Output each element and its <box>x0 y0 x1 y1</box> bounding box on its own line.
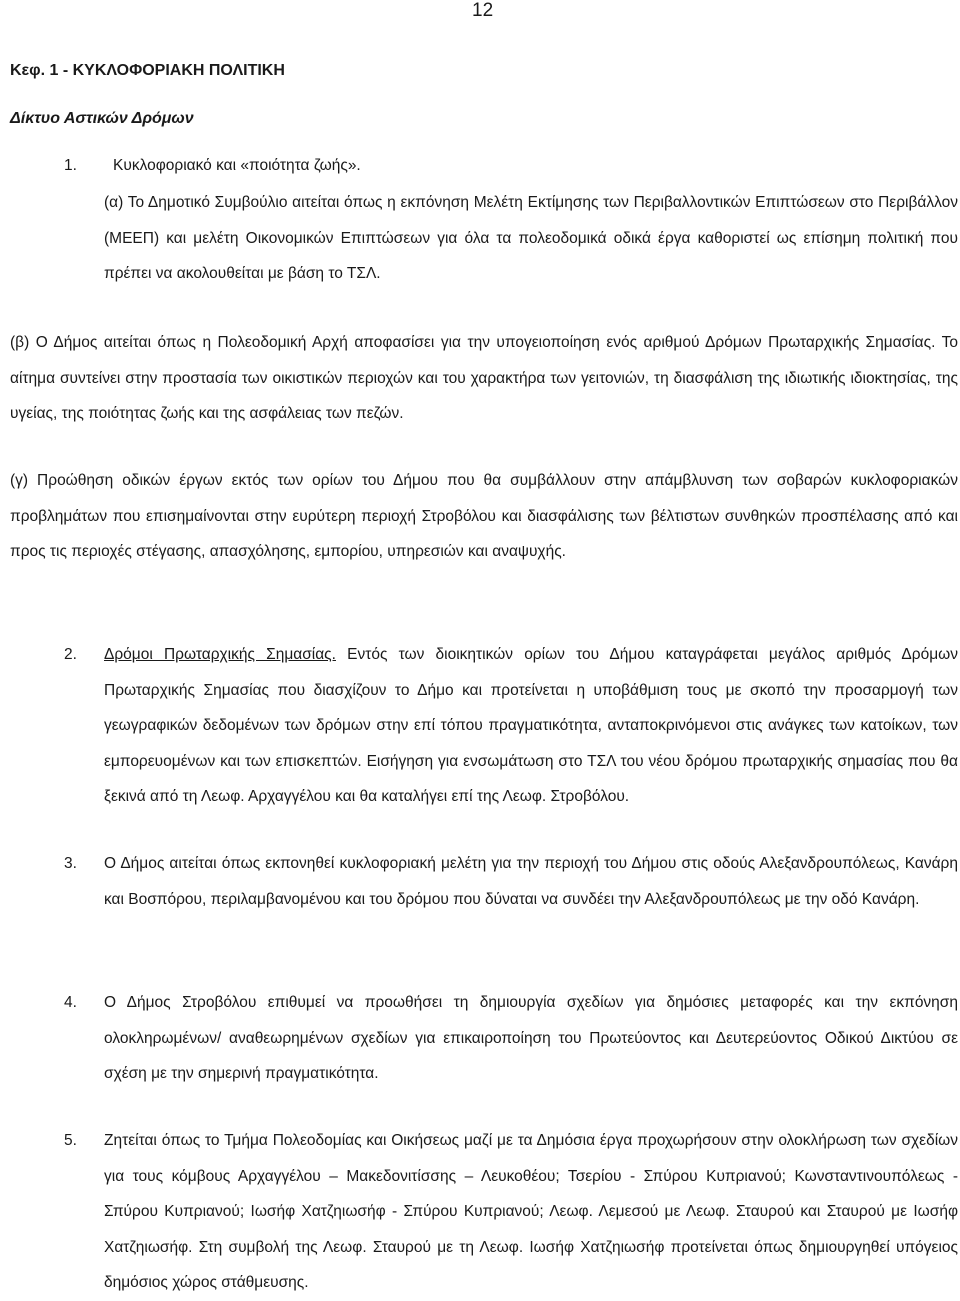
section-title: Δίκτυο Αστικών Δρόμων <box>10 110 194 127</box>
paragraph-c <box>10 463 958 570</box>
paragraph-a <box>10 185 958 292</box>
item-5-number: 5. <box>64 1132 77 1149</box>
chapter-title: Κεφ. 1 - ΚΥΚΛΟΦΟΡΙΑΚΗ ΠΟΛΙΤΙΚΗ <box>10 62 285 79</box>
paragraph-c-text: (γ) Προώθηση οδικών έργων εκτός των ορίων του Δήμου που θα συμβάλλουν στην απάμβλυνση των σοβαρών κυκλοφοριακών προβλημάτων που επισημαίνονται στην ευρύτερη περιοχή Στροβόλου και διασφάλισης των βέλτιστων συνθηκών προσπέλασης από και προς τις περιοχές στέγασης, απασχόλησης, εμπορίου, υπηρεσιών και αναψυχής. <box>10 472 958 560</box>
item-1-number: 1. <box>64 157 77 174</box>
item-4-number: 4. <box>64 994 77 1011</box>
item-2-text: Εντός των διοικητικών ορίων του Δήμου καταγράφεται μεγάλος αριθμός Δρόμων Πρωταρχικής Σημασίας που διασχίζουν το Δήμο και προτείνεται η υποβάθμιση τους με σκοπό την προσαρμογή των γεωγραφικών δεδομένων των δρόμων στην επί τόπου πραγματικότητα, ανταποκρινόμενοι στις ανάγκες των κατοίκων, των εμπορευομένων και των επισκεπτών. Εισήγηση για ενσωμάτωση στο ΤΣΛ του νέου δρόμου πρωταρχικής σημασίας που θα ξεκινά από τη Λεωφ. Αρχαγγέλου και θα καταλήγει επί της Λεωφ. Στροβόλου. <box>104 646 959 805</box>
page-number: 12 <box>472 0 494 21</box>
item-3-number: 3. <box>64 855 77 872</box>
paragraph-a-text: (α) Το Δημοτικό Συμβούλιο αιτείται όπως η εκπόνηση Μελέτη Εκτίμησης των Περιβαλλοντικών Επιπτώσεων στο Περιβάλλον (ΜΕΕΠ) και μελέτη Οικονομικών Επιπτώσεων για όλα τα πολεοδομικά οδικά έργα καθοριστεί ως επίσημη πολιτική που πρέπει να ακολουθείται με βάση το ΤΣΛ. <box>104 194 958 282</box>
item-5-text: Ζητείται όπως το Τμήμα Πολεοδομίας και Οικήσεως μαζί με τα Δημόσια έργα προχωρήσουν στην ολοκλήρωση των σχεδίων για τους κόμβους Αρχαγγέλου – Μακεδονιτίσσης – Λευκοθέου; Τσερίου - Σπύρου Κυπριανού; Κωνσταντινουπόλεως - Σπύρου Κυπριανού; Ιωσήφ Χατζηιωσήφ - Σπύρου Κυπριανού; Λεωφ. Λεμεσού με Λεωφ. Σταυρού και Σταυρού με Ιωσήφ Χατζηιωσήφ. Στη συμβολή της Λεωφ. Σταυρού με τη Λεωφ. Ιωσήφ Χατζηιωσήφ προτείνεται όπως δημιουργηθεί υπόγειος δημόσιος χώρος στάθμευσης. <box>104 1132 958 1291</box>
item-4-text: Ο Δήμος Στροβόλου επιθυμεί να προωθήσει τη δημιουργία σχεδίων για δημόσιες μεταφορές και την εκπόνηση ολοκληρωμένων/ αναθεωρημένων σχεδίων για επικαιροποίηση του Πρωτεύοντος και Δευτερεύοντος Οδικού Δικτύου σε σχέση με την σημερινή πραγματικότητα. <box>104 994 958 1082</box>
paragraph-b-text: (β) Ο Δήμος αιτείται όπως η Πολεοδομική Αρχή αποφασίσει για την υπογειοποίηση ενός αριθμού Δρόμων Πρωταρχικής Σημασίας. Το αίτημα συντείνει στην προστασία των οικιστικών περιοχών και του χαρακτήρα των γειτονιών, τη διασφάλιση της ιδιωτικής ιδιοκτησίας, της υγείας, της ποιότητας ζωής και της ασφάλειας των πεζών. <box>10 334 958 422</box>
item-3-text: Ο Δήμος αιτείται όπως εκπονηθεί κυκλοφοριακή μελέτη για την περιοχή του Δήμου στις οδούς Αλεξανδρουπόλεως, Κανάρη και Βοσπόρου, περιλαμβανομένου και του δρόμου που δύναται να συνδέει την Αλεξανδρουπόλεως με την οδό Κανάρη. <box>104 855 958 908</box>
paragraph-b <box>10 325 958 432</box>
item-2-number: 2. <box>64 646 77 663</box>
item-2-heading: Δρόμοι Πρωταρχικής Σημασίας. <box>104 646 336 663</box>
item-1-heading: Κυκλοφοριακό και «ποιότητα ζωής». <box>113 157 361 174</box>
